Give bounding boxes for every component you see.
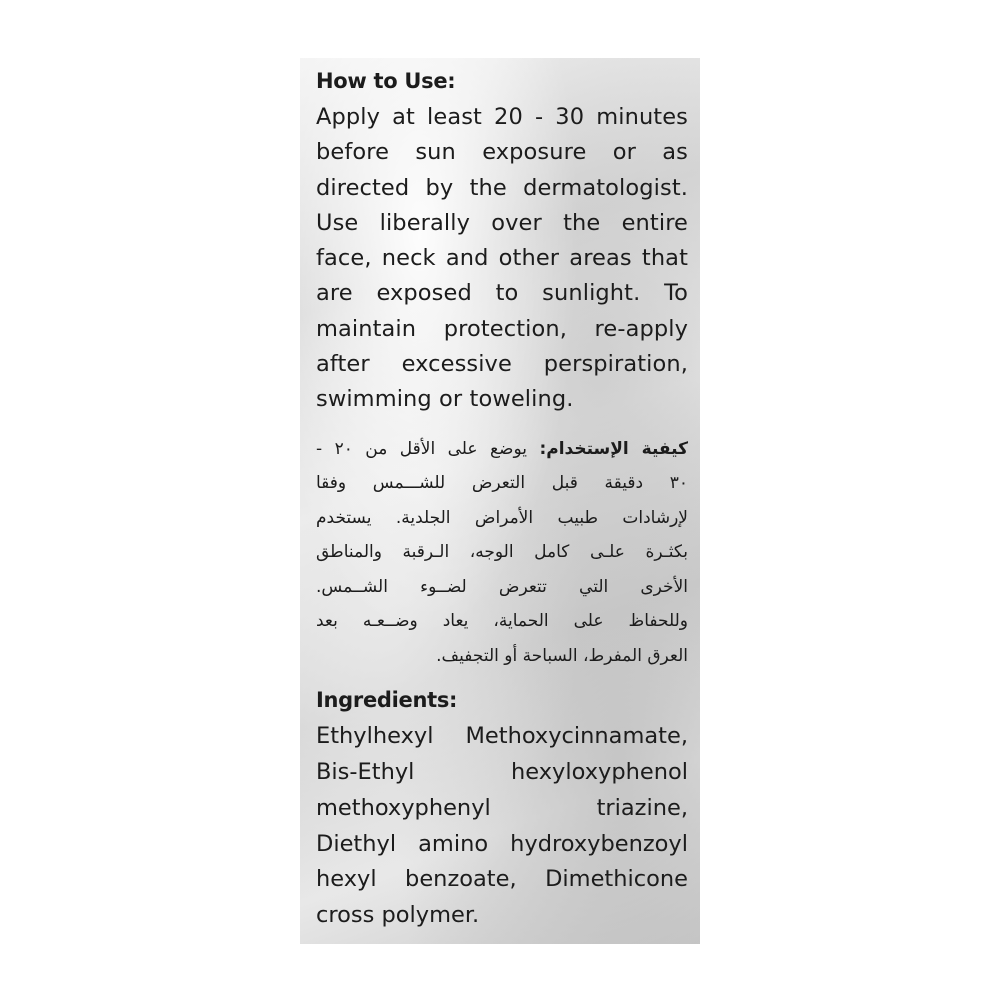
how-to-use-heading: How to Use: — [316, 69, 456, 93]
ingredients-line: Ethylhexyl Methoxycinnamate, — [316, 723, 688, 750]
how-to-use-line: are exposed to sunlight. To — [316, 280, 688, 307]
ingredients-line: hexyl benzoate, Dimethicone — [316, 866, 688, 893]
arabic-first-line — [316, 432, 688, 467]
arabic-heading: كيفية الإستخدام: — [539, 438, 688, 459]
ingredients-line: methoxyphenyl triazine, — [316, 794, 688, 821]
arabic-line: لإرشادات طبيب الأمراض الجلدية. يستخدم — [316, 507, 688, 528]
ingredients-body — [316, 719, 688, 934]
arabic-line: الأخرى التي تتعرض لضــوء الشــمس. — [316, 576, 688, 597]
arabic-instructions — [316, 432, 688, 674]
arabic-line: العرق المفرط، السباحة أو التجفيف. — [436, 645, 688, 666]
arabic-line: بكثـرة علـى كامل الوجه، الـرقبة والمناطق — [316, 542, 688, 563]
how-to-use-line: face, neck and other areas that — [316, 245, 688, 272]
instruction-label-panel — [300, 58, 700, 944]
ingredients-line: Bis-Ethyl hexyloxyphenol — [316, 758, 688, 785]
how-to-use-line: before sun exposure or as — [316, 139, 688, 166]
how-to-use-line: maintain protection, re-apply — [316, 315, 688, 342]
ingredients-line: cross polymer. — [316, 902, 480, 929]
how-to-use-line: after excessive perspiration, — [316, 351, 688, 378]
how-to-use-line: Use liberally over the entire — [316, 209, 688, 236]
arabic-line: وللحفاظ على الحماية، يعاد وضــعـه بعد — [316, 611, 688, 632]
ingredients-line: Diethyl amino hydroxybenzoyl — [316, 830, 688, 857]
arabic-line: ٣٠ دقيقة قبل التعرض للشـــمس وفقا — [316, 473, 688, 494]
how-to-use-body — [316, 100, 688, 418]
how-to-use-line: swimming or toweling. — [316, 386, 574, 413]
how-to-use-line: Apply at least 20 - 30 minutes — [316, 104, 688, 130]
ingredients-heading: Ingredients: — [316, 688, 458, 713]
label-text — [316, 68, 688, 934]
arabic-first-line-rest: يوضع على الأقل من ٢٠ - — [316, 438, 527, 459]
how-to-use-line: directed by the dermatologist. — [316, 174, 688, 201]
